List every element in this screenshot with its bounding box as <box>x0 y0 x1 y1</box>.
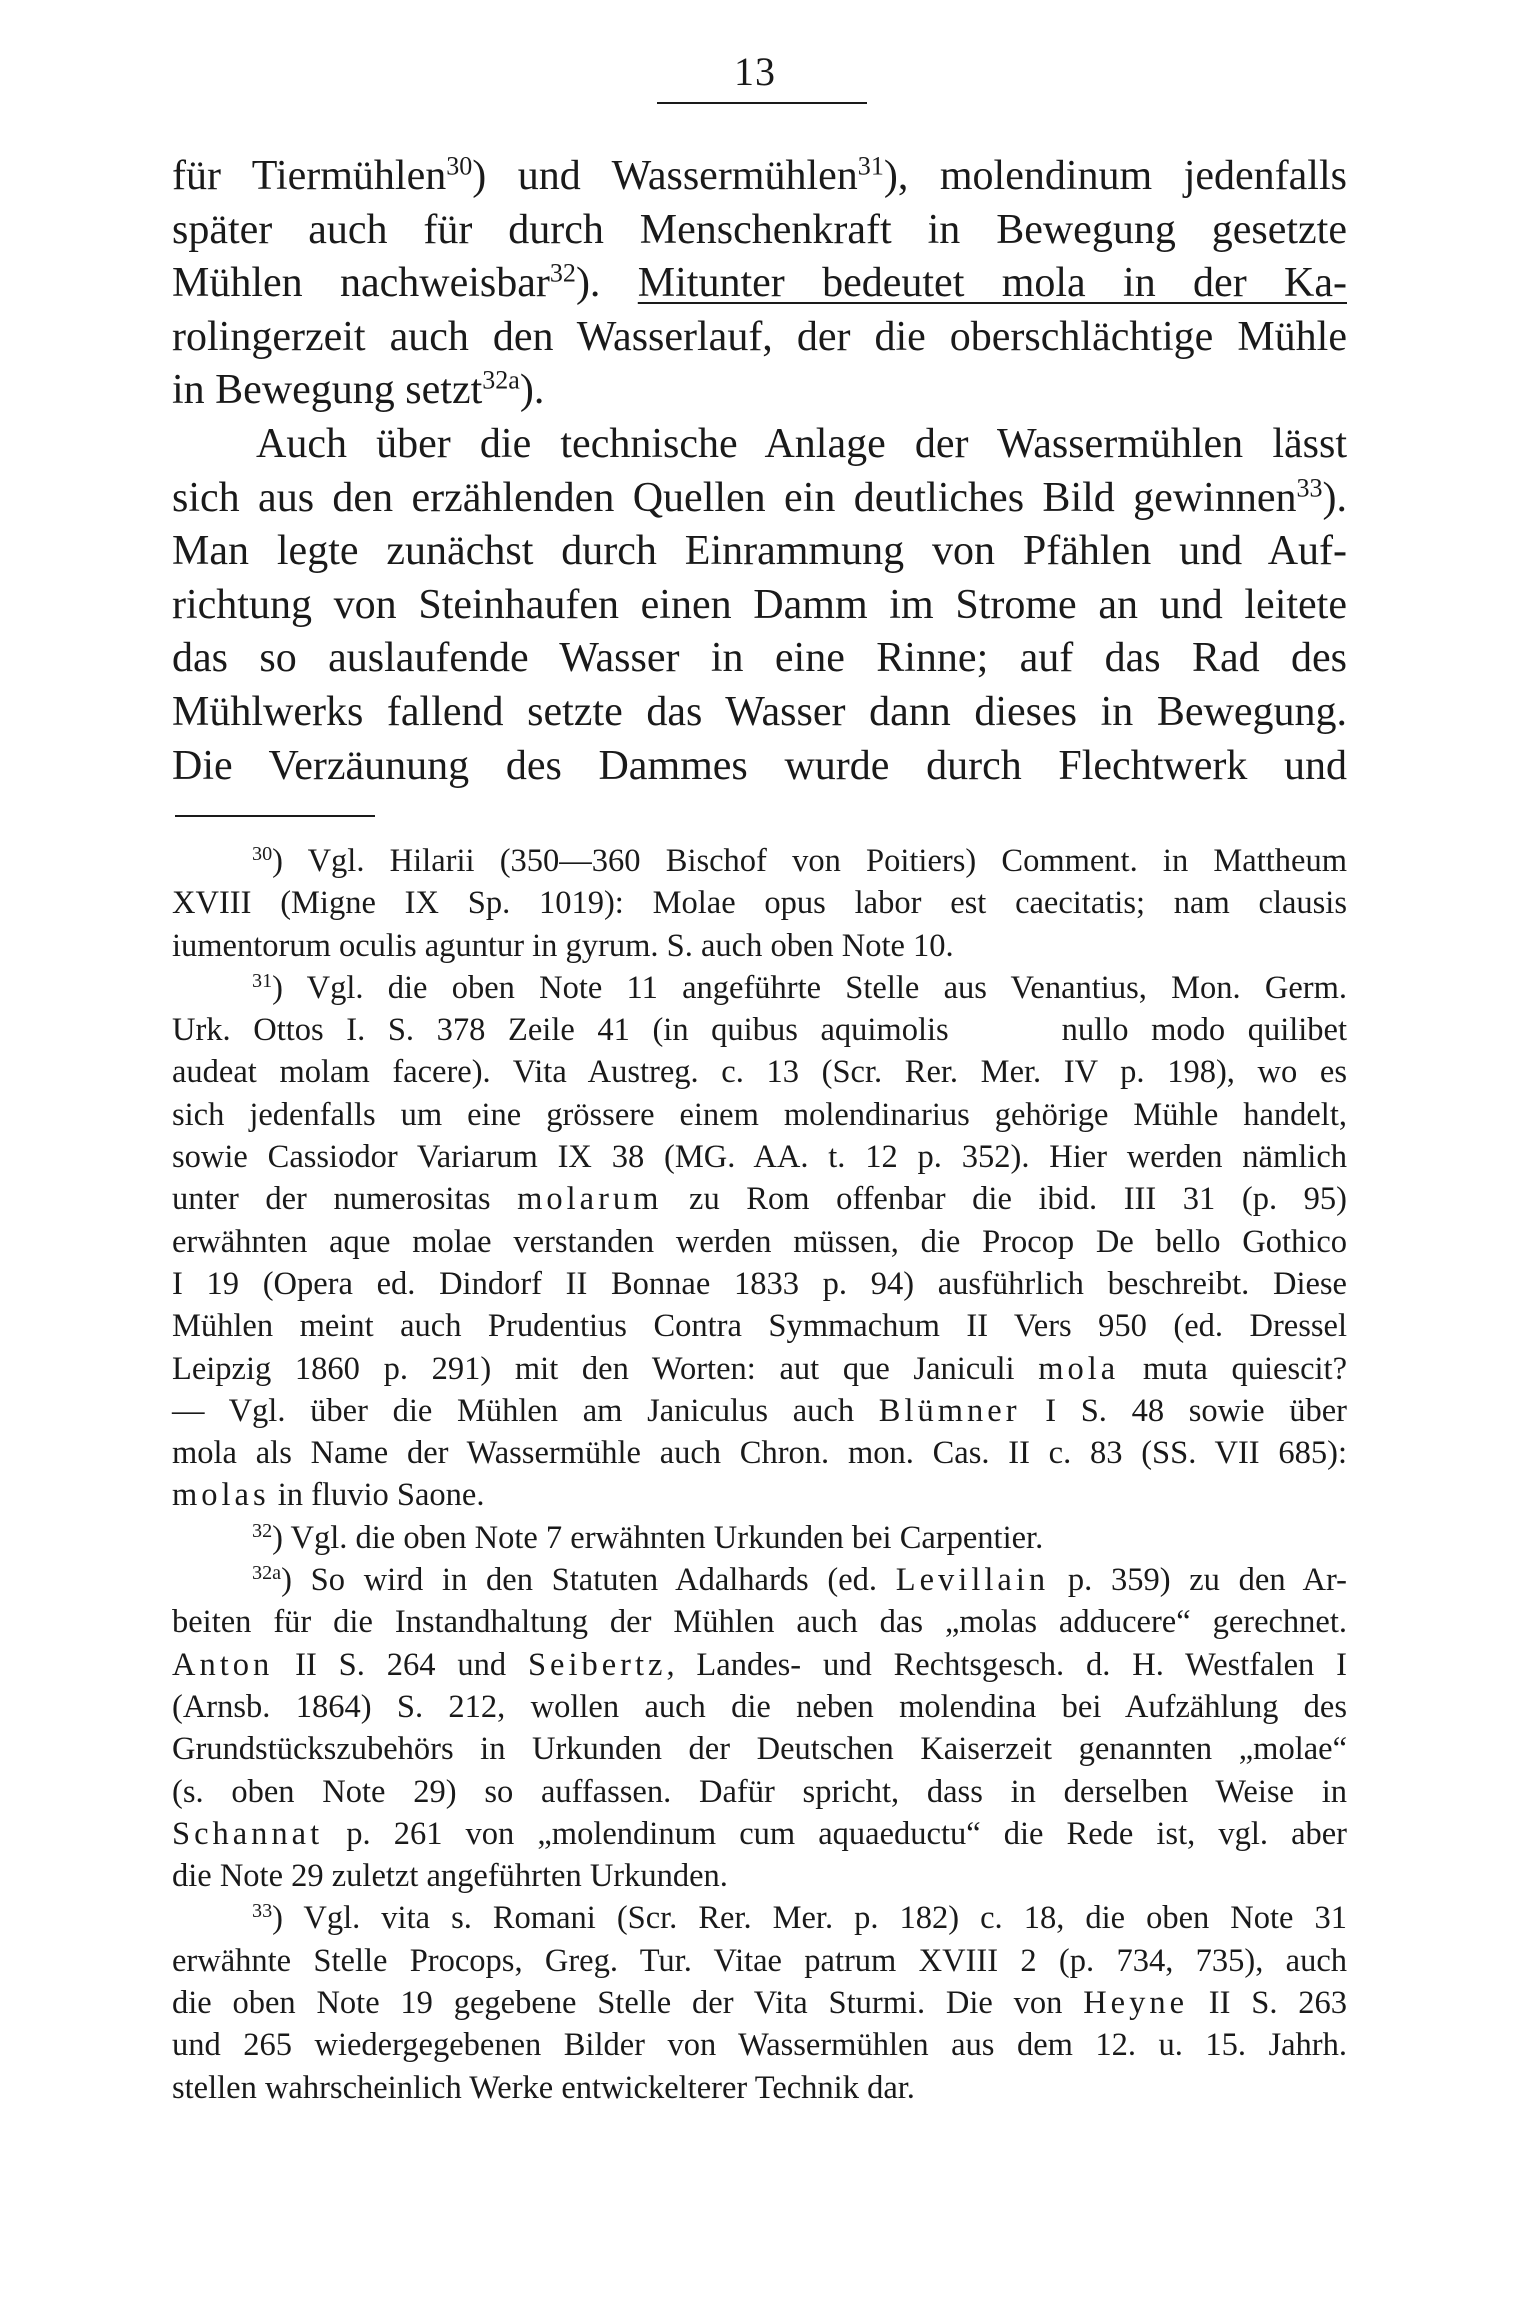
footnote-line: stellen wahrscheinlich Werke entwickelterer Technik dar. <box>172 2069 915 2106</box>
footnote-line: die Note 29 zuletzt angeführten Urkunden. <box>172 1858 728 1895</box>
text-segment: ) Vgl. die oben Note 7 erwähnten Urkunden bei Carpentier. <box>272 1519 1044 1556</box>
spaced-text: Seibertz <box>527 1646 667 1683</box>
text-segment: — Vgl. über die Mühlen am Janiculus auch <box>172 1392 879 1429</box>
body-line <box>172 257 1347 311</box>
text-segment: ) Vgl. vita s. Romani (Scr. Rer. Mer. p. 182) c. 18, die oben Note 31 <box>272 1900 1347 1937</box>
footnote-31 <box>172 967 1347 1009</box>
text-segment: II S. 264 und <box>273 1646 528 1683</box>
spaced-text: Anton <box>172 1646 274 1683</box>
body-line: richtung von Steinhaufen einen Damm im Strome an und leitete <box>172 581 1347 628</box>
text-segment: p. 261 von „molendinum cum aquaeductu“ die Rede ist, vgl. aber <box>323 1815 1347 1852</box>
spaced-text: Blümner <box>878 1392 1021 1429</box>
spaced-text: molas <box>172 1477 270 1514</box>
spaced-text: Schannat <box>172 1815 324 1852</box>
text-segment: Leipzig 1860 p. 291) mit den Worten: aut que Janiculi <box>172 1350 1039 1387</box>
footnote-line <box>172 1178 1347 1220</box>
body-line: später auch für durch Menschenkraft in Bewegung gesetzte <box>172 206 1347 253</box>
footnote-line: beiten für die Instandhaltung der Mühlen auch das „molas adducere“ gerechnet. <box>172 1604 1347 1641</box>
footnote-line <box>172 1390 1347 1432</box>
text-segment: , Landes- und Rechtsgesch. d. H. Westfalen I <box>666 1646 1347 1683</box>
body-line: das so auslaufende Wasser in eine Rinne; auf das Rad des <box>172 635 1347 682</box>
body-line <box>172 364 1347 418</box>
text-segment: ). <box>575 260 638 307</box>
text-segment: muta quiescit? <box>1119 1350 1348 1387</box>
text-segment: ) Vgl. die oben Note 11 angeführte Stelle aus Venantius, Mon. Germ. <box>272 969 1347 1006</box>
footnote-mark: 30 <box>252 842 273 865</box>
footnote-line <box>172 1813 1347 1855</box>
footnote-mark: 32a <box>252 1561 282 1584</box>
body-line: Mühlwerks fallend setzte das Wasser dann dieses in Bewegung. <box>172 688 1347 735</box>
body-line: Man legte zunächst durch Einrammung von Pfählen und Auf- <box>172 528 1347 575</box>
text-segment: unter der numerositas <box>172 1181 518 1218</box>
footnote-33 <box>172 1897 1347 1939</box>
body-line <box>172 150 1347 204</box>
footnotes <box>172 840 1347 2109</box>
footnote-ref: 30 <box>446 151 473 181</box>
footnote-ref: 32 <box>549 258 576 288</box>
footnote-ref: 33 <box>1296 473 1323 503</box>
text-segment: ), molendinum jedenfalls <box>883 153 1347 199</box>
spaced-text: Levillain <box>895 1562 1050 1599</box>
footnote-line <box>172 1348 1347 1390</box>
text-segment: sich aus den erzählenden Quellen ein deutliches Bild gewinnen <box>172 474 1297 521</box>
page-number: 13 <box>734 49 776 94</box>
text-segment: ). <box>519 367 545 414</box>
spaced-text: molarum <box>517 1181 663 1218</box>
body-line: rolingerzeit auch den Wasserlauf, der die oberschlächtige Mühle <box>172 313 1347 360</box>
text-segment: ) Vgl. Hilarii (350—360 Bischof von Poitiers) Comment. in Mattheum <box>272 843 1347 879</box>
footnote-line: Urk. Ottos I. S. 378 Zeile 41 (in quibus aquimolis nullo modo quilibet <box>172 1012 1347 1049</box>
footnote-mark: 31 <box>252 969 273 992</box>
header-rule <box>657 102 867 104</box>
footnote-30 <box>172 840 1347 882</box>
footnote-line: sowie Cassiodor Variarum IX 38 (MG. AA. t. 12 p. 352). Hier werden nämlich <box>172 1139 1347 1176</box>
footnote-line: und 265 wiedergegebenen Bilder von Wassermühlen aus dem 12. u. 15. Jahrh. <box>172 2027 1347 2064</box>
spaced-text: mola <box>1038 1350 1120 1387</box>
footnote-ref: 32a <box>482 366 520 396</box>
footnote-line: audeat molam facere). Vita Austreg. c. 13 (Scr. Rer. Mer. IV p. 198), wo es <box>172 1054 1347 1091</box>
text-segment: ) und Wassermühlen <box>472 153 858 199</box>
text-segment: in fluvio Saone. <box>269 1477 485 1514</box>
footnote-line: mola als Name der Wassermühle auch Chron. mon. Cas. II c. 83 (SS. VII 685): <box>172 1435 1347 1472</box>
footnote-32 <box>172 1517 1347 1559</box>
text-segment: zu Rom offenbar die ibid. III 31 (p. 95) <box>662 1181 1347 1218</box>
footnote-line: Grundstückszubehörs in Urkunden der Deutschen Kaiserzeit genannten „molae“ <box>172 1731 1347 1768</box>
text-segment: Mühlen nachweisbar <box>172 260 550 307</box>
footnote-line: sich jedenfalls um eine grössere einem molendinarius gehörige Mühle handelt, <box>172 1096 1347 1133</box>
footnote-line <box>172 1474 1347 1516</box>
footnote-line: erwähnten aque molae verstanden werden müssen, die Procop De bello Gothico <box>172 1223 1347 1260</box>
footnote-line <box>172 1644 1347 1686</box>
footnote-ref: 31 <box>857 151 884 181</box>
footnote-line: Mühlen meint auch Prudentius Contra Symmachum II Vers 950 (ed. Dressel <box>172 1308 1347 1345</box>
footnote-rule <box>175 815 375 817</box>
text-segment: I S. 48 sowie über <box>1020 1392 1347 1429</box>
footnote-line: (Arnsb. 1864) S. 212, wollen auch die neben molendina bei Aufzählung des <box>172 1688 1347 1725</box>
body-text <box>172 150 1347 793</box>
footnote-line: I 19 (Opera ed. Dindorf II Bonnae 1833 p. 94) ausführlich beschreibt. Diese <box>172 1265 1347 1302</box>
footnote-line: erwähnte Stelle Procops, Greg. Tur. Vitae patrum XVIII 2 (p. 734, 735), auch <box>172 1942 1347 1979</box>
footnote-mark: 32 <box>252 1519 273 1542</box>
footnote-line: iumentorum oculis aguntur in gyrum. S. auch oben Note 10. <box>172 927 954 964</box>
body-line: Die Verzäunung des Dammes wurde durch Flechtwerk und <box>172 742 1347 789</box>
underlined-text: Mitunter bedeutet mola in der Ka- <box>637 260 1347 307</box>
body-line: Auch über die technische Anlage der Wassermühlen lässt <box>256 420 1347 467</box>
footnote-32a <box>172 1559 1347 1601</box>
footnote-line <box>172 1982 1347 2024</box>
text-segment: in Bewegung setzt <box>172 367 483 414</box>
text-segment: ) So wird in den Statuten Adalhards (ed. <box>281 1562 896 1599</box>
text-segment: p. 359) zu den Ar- <box>1049 1562 1347 1599</box>
footnote-line: XVIII (Migne IX Sp. 1019): Molae opus labor est caecitatis; nam clausis <box>172 885 1347 922</box>
text-segment: die oben Note 19 gegebene Stelle der Vita Sturmi. Die von <box>172 1985 1084 2022</box>
footnote-line: (s. oben Note 29) so auffassen. Dafür spricht, dass in derselben Weise in <box>172 1773 1347 1810</box>
text-segment: ). <box>1322 474 1347 521</box>
text-segment: für Tiermühlen <box>172 153 447 199</box>
body-line <box>172 472 1347 526</box>
spaced-text: Heyne <box>1083 1985 1189 2022</box>
text-segment: II S. 263 <box>1188 1985 1347 2022</box>
footnote-mark: 33 <box>252 1900 273 1923</box>
